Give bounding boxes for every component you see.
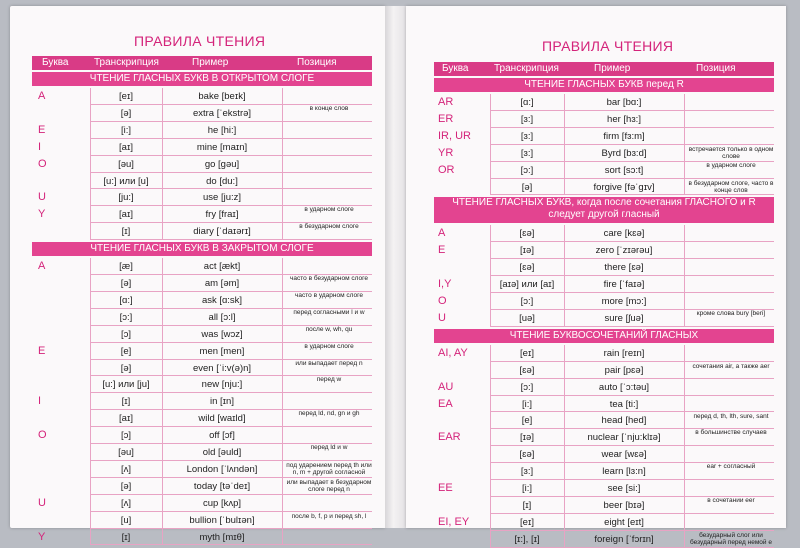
column-divider — [564, 225, 565, 326]
left-page — [10, 6, 385, 543]
table-row — [32, 343, 372, 360]
row-transcription: [eɪ] — [520, 347, 534, 359]
row-example: bake [beɪk] — [198, 91, 246, 102]
row-letter: IR, UR — [438, 129, 471, 142]
row-transcription: [ɜ:] — [520, 130, 534, 142]
row-transcription: [ɜ:] — [520, 113, 534, 125]
row-transcription: [ɑ:] — [520, 97, 534, 108]
row-letter: AU — [438, 380, 454, 393]
row-transcription: [e] — [521, 415, 533, 427]
row-position: часто в ударном слоге — [295, 291, 363, 299]
table-row — [434, 276, 774, 293]
row-position: сочетания air, а также aer — [692, 362, 770, 370]
row-letter: EE — [438, 482, 453, 494]
table-row — [434, 362, 774, 379]
table-row — [434, 293, 774, 310]
row-transcription: [ɪ] — [522, 499, 532, 511]
table-row — [32, 88, 372, 105]
table-row — [32, 360, 372, 377]
column-divider — [282, 88, 283, 240]
row-position: в большинстве случаев — [695, 429, 767, 437]
table-row — [32, 206, 372, 223]
row-example: care [kɛə] — [603, 228, 645, 240]
row-transcription: [aɪ] — [119, 209, 133, 221]
row-letter: I — [38, 395, 42, 408]
header-transcription: Транскрипция — [94, 57, 159, 68]
row-transcription: [ɛə] — [519, 364, 535, 376]
header-example: Пример — [192, 57, 229, 68]
row-transcription: [ʌ] — [120, 497, 132, 509]
row-example: am [əm] — [204, 278, 240, 289]
row-letter: A — [38, 90, 46, 102]
row-transcription: [ə] — [120, 107, 132, 119]
row-example: eight [eɪt] — [604, 516, 644, 528]
row-transcription: [ɪ] — [121, 226, 131, 238]
row-letter: OR — [438, 163, 455, 176]
row-letter: E — [38, 123, 46, 136]
row-position: или выпадает перед n — [295, 359, 363, 367]
table-row — [434, 179, 774, 196]
row-transcription: [ɔ] — [120, 430, 132, 442]
row-example: forgive [fəˈgɪv] — [593, 181, 655, 193]
column-divider — [162, 88, 163, 240]
page-title: ПРАВИЛА ЧТЕНИЯ — [134, 33, 266, 49]
row-example: auto [ˈɔ:təu] — [598, 381, 650, 393]
row-transcription: [əu] — [118, 158, 134, 170]
row-example: wild [waɪld] — [198, 413, 246, 425]
row-example: men [men] — [199, 345, 245, 357]
row-transcription: [ʌ] — [120, 463, 132, 475]
column-divider — [162, 258, 163, 545]
row-letter: Y — [38, 530, 46, 543]
row-example: off [ɔf] — [209, 430, 235, 442]
row-transcription: [æ] — [119, 261, 133, 273]
table-row — [32, 478, 372, 495]
row-example: fry [fraɪ] — [205, 209, 239, 221]
row-transcription: [ɪə] — [520, 245, 534, 257]
row-divider — [490, 326, 774, 327]
row-transcription: [ɔ:] — [520, 164, 534, 176]
row-transcription: [aɪ] — [119, 141, 133, 153]
header-example: Пример — [594, 63, 631, 74]
row-transcription: [eɪ] — [119, 91, 133, 102]
table-row — [434, 531, 774, 548]
column-divider — [684, 94, 685, 195]
table-row — [434, 497, 774, 514]
row-transcription: [ɛə] — [519, 449, 535, 461]
row-divider — [490, 194, 774, 195]
row-example: new [nju:] — [201, 379, 243, 391]
row-example: was [wɔz] — [201, 328, 243, 340]
row-transcription: [i:] — [521, 398, 533, 410]
row-position: ear + согласный — [706, 463, 756, 471]
column-divider — [282, 258, 283, 545]
column-divider — [684, 345, 685, 548]
table-row — [32, 223, 372, 240]
row-example: sure [ʃuə] — [604, 312, 644, 324]
row-letter: U — [38, 191, 46, 204]
row-transcription: [aɪ] — [119, 413, 133, 425]
row-transcription: [ɜ:] — [520, 466, 534, 478]
row-example: act [ækt] — [203, 261, 241, 273]
table-row — [434, 396, 774, 413]
header-position: Позиция — [696, 63, 736, 74]
row-divider — [90, 239, 372, 240]
section-header: ЧТЕНИЕ ГЛАСНЫХ БУКВ В ЗАКРЫТОМ СЛОГЕ — [32, 242, 372, 256]
row-letter: A — [438, 227, 446, 240]
table-row — [434, 412, 774, 429]
table-row — [32, 122, 372, 139]
row-transcription: [ɪ:], [ɪ] — [514, 533, 540, 545]
table-row — [32, 461, 372, 478]
row-transcription: [ɛə] — [519, 228, 535, 240]
row-example: more [mɔ:] — [601, 296, 647, 307]
row-example: zero [ˈzɪərəu] — [595, 245, 653, 257]
row-position: под ударением перед th или n, m + другой согласной — [286, 461, 372, 477]
right-page — [406, 6, 786, 547]
row-letter: EAR — [438, 431, 461, 444]
row-example: head [hed] — [601, 415, 647, 427]
row-transcription: [ɪ] — [121, 531, 131, 543]
row-letter: I,Y — [438, 278, 452, 291]
row-example: extra [ˈekstrə] — [192, 107, 252, 119]
header-letter: Буква — [442, 63, 469, 74]
table-row — [434, 379, 774, 396]
column-divider — [90, 88, 91, 240]
table-row — [434, 446, 774, 463]
table-row — [434, 463, 774, 480]
row-position: в сочетании eer — [707, 496, 755, 504]
table-row — [434, 111, 774, 128]
row-position: кроме слова bury [beri] — [696, 309, 766, 317]
row-example: myth [mɪθ] — [199, 531, 245, 543]
table-row — [32, 495, 372, 512]
row-example: all [ɔ:l] — [208, 311, 236, 323]
row-letter: EI, EY — [438, 515, 470, 528]
row-divider — [90, 544, 372, 545]
column-divider — [490, 345, 491, 548]
table-row — [32, 309, 372, 326]
row-transcription: [ɔ] — [120, 328, 132, 340]
book-spine — [385, 6, 406, 528]
row-transcription: [ə] — [120, 480, 132, 492]
row-example: sort [sɔ:t] — [604, 164, 644, 176]
row-position: перед ld, nd, gn и gh — [298, 410, 360, 418]
header-letter: Буква — [42, 57, 69, 68]
section-header: ЧТЕНИЕ ГЛАСНЫХ БУКВ, когда после сочетания ГЛАСНОГО и R следует другой гласный — [434, 197, 774, 223]
row-transcription: [i:] — [120, 124, 132, 136]
row-example: even [ˈi:v(ə)n] — [192, 362, 252, 374]
table-row — [32, 512, 372, 529]
row-letter: AR — [438, 96, 454, 108]
table-row — [32, 258, 372, 275]
row-transcription: [ju:] — [118, 192, 134, 204]
row-example: do [du:] — [206, 175, 238, 187]
row-transcription: [ə] — [521, 181, 533, 193]
column-divider — [564, 94, 565, 195]
column-divider — [90, 258, 91, 545]
row-example: wear [wɛə] — [601, 449, 647, 461]
table-row — [434, 310, 774, 327]
table-row — [32, 156, 372, 173]
row-letter: I — [38, 140, 42, 153]
table-row — [32, 376, 372, 393]
table-row — [434, 128, 774, 145]
table-row — [434, 225, 774, 242]
row-transcription: [ɔ:] — [520, 381, 534, 393]
table-row — [32, 292, 372, 309]
row-example: bar [bɑ:] — [606, 97, 642, 108]
row-transcription: [ɛə] — [519, 262, 535, 274]
row-transcription: [əu] — [118, 447, 134, 458]
column-divider — [684, 225, 685, 326]
row-example: he [hi:] — [207, 124, 237, 136]
row-transcription: [ɜ:] — [520, 147, 534, 159]
row-example: see [si:] — [607, 483, 641, 494]
row-example: bullion [ˈbulɪən] — [189, 514, 255, 526]
row-transcription: [eɪ] — [520, 516, 534, 528]
row-position: в ударном слоге — [304, 342, 354, 350]
row-example: mine [maɪn] — [196, 141, 248, 153]
table-header — [434, 62, 774, 76]
column-divider — [490, 94, 491, 195]
row-position: перед w — [316, 376, 342, 384]
row-example: today [təˈdeɪ] — [193, 480, 251, 492]
row-example: nuclear [ˈnju:klɪə] — [587, 432, 661, 444]
row-letter: E — [38, 344, 46, 357]
table-row — [434, 345, 774, 362]
row-letter: Y — [38, 208, 46, 221]
table-row — [434, 429, 774, 446]
row-example: firm [fɜ:m] — [603, 130, 645, 142]
row-example: her [hɜ:] — [607, 113, 641, 125]
table-row — [32, 529, 372, 546]
row-example: pair [pɛə] — [604, 364, 644, 376]
row-example: tea [ti:] — [609, 398, 639, 410]
row-example: ask [ɑ:sk] — [201, 294, 243, 306]
table-row — [32, 410, 372, 427]
row-position: перед d, th, lth, sure, sant — [693, 413, 769, 421]
row-transcription: [ɪ] — [121, 396, 131, 408]
row-position: или выпадает в безударном слоге перед n — [286, 478, 372, 494]
row-position: после w, wh, qu — [305, 325, 353, 333]
table-header — [32, 56, 372, 70]
table-row — [32, 444, 372, 461]
column-divider — [490, 225, 491, 326]
table-row — [32, 173, 372, 190]
row-transcription: [ə] — [120, 362, 132, 374]
row-letter: U — [438, 311, 446, 324]
row-example: Byrd [bɜ:d] — [601, 147, 647, 159]
row-example: fire [ˈfaɪə] — [603, 279, 645, 291]
table-row — [434, 145, 774, 162]
row-example: rain [reɪn] — [603, 347, 645, 359]
row-letter: E — [438, 244, 446, 257]
row-divider — [490, 547, 774, 548]
row-letter: ER — [438, 112, 454, 125]
row-transcription: [ɔ:] — [119, 311, 133, 323]
row-transcription: [i:] — [521, 483, 533, 494]
row-position: в ударном слоге — [304, 206, 354, 214]
row-example: beer [bɪə] — [603, 499, 645, 511]
row-example: old [əuld] — [202, 447, 242, 458]
row-transcription: [ɪə] — [520, 432, 534, 444]
row-letter: YR — [438, 146, 454, 159]
row-position: в безударном слоге, часто в конце слов — [688, 179, 774, 194]
row-position: безударный слог или безударный перед немой e — [690, 531, 772, 547]
row-example: there [ɛə] — [604, 262, 644, 274]
row-transcription: [u:] или [ju] — [102, 379, 150, 391]
row-transcription: [ɑ:] — [119, 294, 133, 306]
row-position: перед согласными l и w — [293, 308, 365, 316]
row-example: diary [ˈdaɪərɪ] — [193, 226, 251, 238]
row-position: в ударном слоге — [706, 161, 756, 169]
table-row — [32, 427, 372, 444]
table-row — [434, 259, 774, 276]
table-row — [434, 480, 774, 497]
row-example: go [gəu] — [204, 158, 240, 170]
row-letter: O — [38, 429, 47, 442]
row-position: перед ld и w — [310, 444, 348, 451]
row-letter: O — [38, 157, 47, 170]
table-row — [434, 162, 774, 179]
section-header: ЧТЕНИЕ БУКВОСОЧЕТАНИЙ ГЛАСНЫХ — [434, 329, 774, 343]
row-transcription: [e] — [120, 345, 132, 357]
table-row — [434, 242, 774, 259]
table-row — [32, 105, 372, 122]
table-row — [434, 94, 774, 111]
header-position: Позиция — [297, 57, 337, 68]
table-row — [32, 275, 372, 292]
table-row — [434, 514, 774, 531]
row-transcription: [aɪə] или [aɪ] — [499, 279, 555, 291]
row-letter: O — [438, 295, 447, 307]
row-example: cup [kʌp] — [202, 497, 242, 509]
header-transcription: Транскрипция — [494, 63, 559, 74]
row-letter: U — [38, 496, 46, 509]
row-position: после b, f, p и перед sh, l — [291, 512, 367, 520]
column-divider — [564, 345, 565, 548]
table-row — [32, 326, 372, 343]
row-example: foreign [ˈfɔrɪn] — [594, 533, 654, 545]
page-title: ПРАВИЛА ЧТЕНИЯ — [542, 38, 674, 54]
row-position: часто в безударном слоге — [290, 275, 368, 282]
section-header: ЧТЕНИЕ ГЛАСНЫХ БУКВ В ОТКРЫТОМ СЛОГЕ — [32, 72, 372, 86]
row-example: use [ju:z] — [202, 192, 242, 204]
row-transcription: [uə] — [519, 312, 535, 324]
section-header: ЧТЕНИЕ ГЛАСНЫХ БУКВ перед R — [434, 78, 774, 92]
row-letter: EA — [438, 397, 453, 410]
row-transcription: [u] — [120, 514, 132, 526]
row-letter: AI, AY — [438, 346, 468, 359]
row-position: в конце слов — [309, 104, 349, 112]
row-example: in [ɪn] — [210, 396, 234, 408]
row-example: learn [lɜ:n] — [602, 466, 646, 478]
row-transcription: [ə] — [120, 278, 132, 289]
table-row — [32, 189, 372, 206]
table-row — [32, 139, 372, 156]
row-position: встречается только в одном слове — [688, 145, 774, 161]
table-row — [32, 393, 372, 410]
row-transcription: [ɔ:] — [520, 296, 534, 307]
row-letter: A — [38, 260, 46, 273]
row-position: в безударном слоге — [299, 223, 359, 231]
row-transcription: [u:] или [u] — [103, 175, 149, 187]
row-example: London [ˈlʌndən] — [186, 463, 258, 475]
